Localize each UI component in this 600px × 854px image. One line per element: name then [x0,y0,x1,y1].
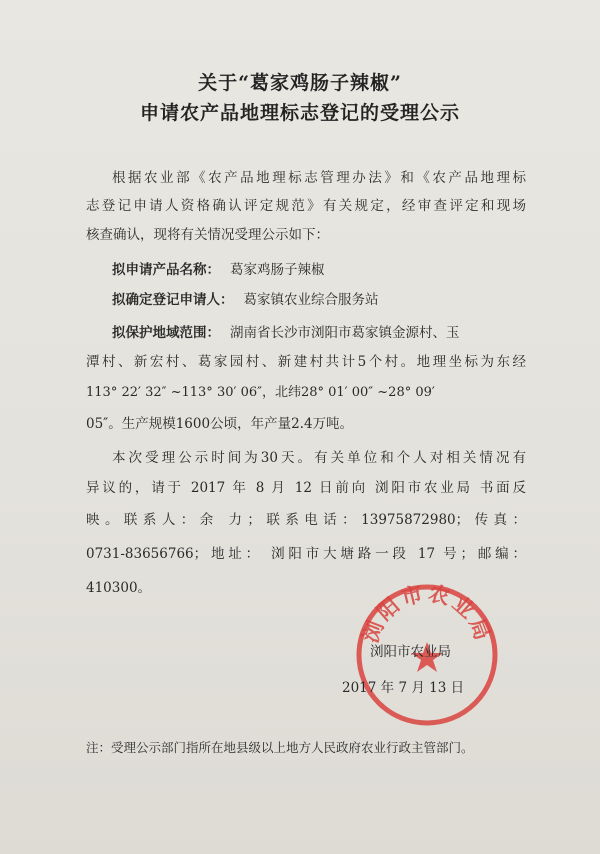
area-line-1: 湖南省长沙市浏阳市葛家镇金源村、玉 [230,325,460,341]
area-label: 拟保护地域范围： [112,325,220,341]
title-line-1: 关于“葛家鸡肠子辣椒” [198,72,402,94]
seal-text: 浏阳市农业局 [358,581,496,646]
period-line-4: 0731-83656766；地址： 浏阳市大塘路一段 17 号；邮编： [86,546,526,562]
product-value: 葛家鸡肠子辣椒 [230,262,325,278]
period-line-1: 本次受理公示时间为30天。有关单位和个人对相关情况有 [112,450,526,466]
intro-line-1: 根据农业部《农产品地理标志管理办法》和《农产品地理标 [112,170,526,186]
area-row [112,321,526,341]
signature-date: 2017 年 7 月 13 日 [342,680,465,696]
footnote: 注：受理公示部门指所在地县级以上地方人民政府农业行政主管部门。 [86,740,474,755]
area-line-3: 113° 22′ 32″ ~113° 30′ 06″，北纬28° 01′ 00″ ~28° 09′ [86,385,435,400]
period-line-2: 异议的，请于 2017 年 8 月 12 日前向 浏阳市农业局 书面反 [86,480,526,496]
period-line-5: 410300。 [86,580,152,596]
applicant-label: 拟确定登记申请人： [112,292,234,308]
applicant-value: 葛家镇农业综合服务站 [243,292,379,308]
intro-line-2: 志登记申请人资格确认评定规范》有关规定，经审查评定和现场 [86,198,526,214]
svg-text:浏阳市农业局 [358,581,495,646]
signature-org: 浏阳市农业局 [370,644,451,660]
period-line-3: 映。联系人：余 力；联系电话：13975872980；传真： [86,512,526,528]
product-label: 拟申请产品名称： [112,262,220,278]
product-row [112,258,526,278]
area-line-4: 05″。生产规模1600公顷，年产量2.4万吨。 [86,416,354,432]
title-line-2: 申请农产品地理标志登记的受理公示 [139,102,460,124]
area-line-2: 潭村、新宏村、葛家园村、新建村共计5个村。地理坐标为东经 [86,354,526,370]
applicant-row [112,288,526,308]
intro-line-3: 核查确认，现将有关情况受理公示如下： [86,227,329,243]
